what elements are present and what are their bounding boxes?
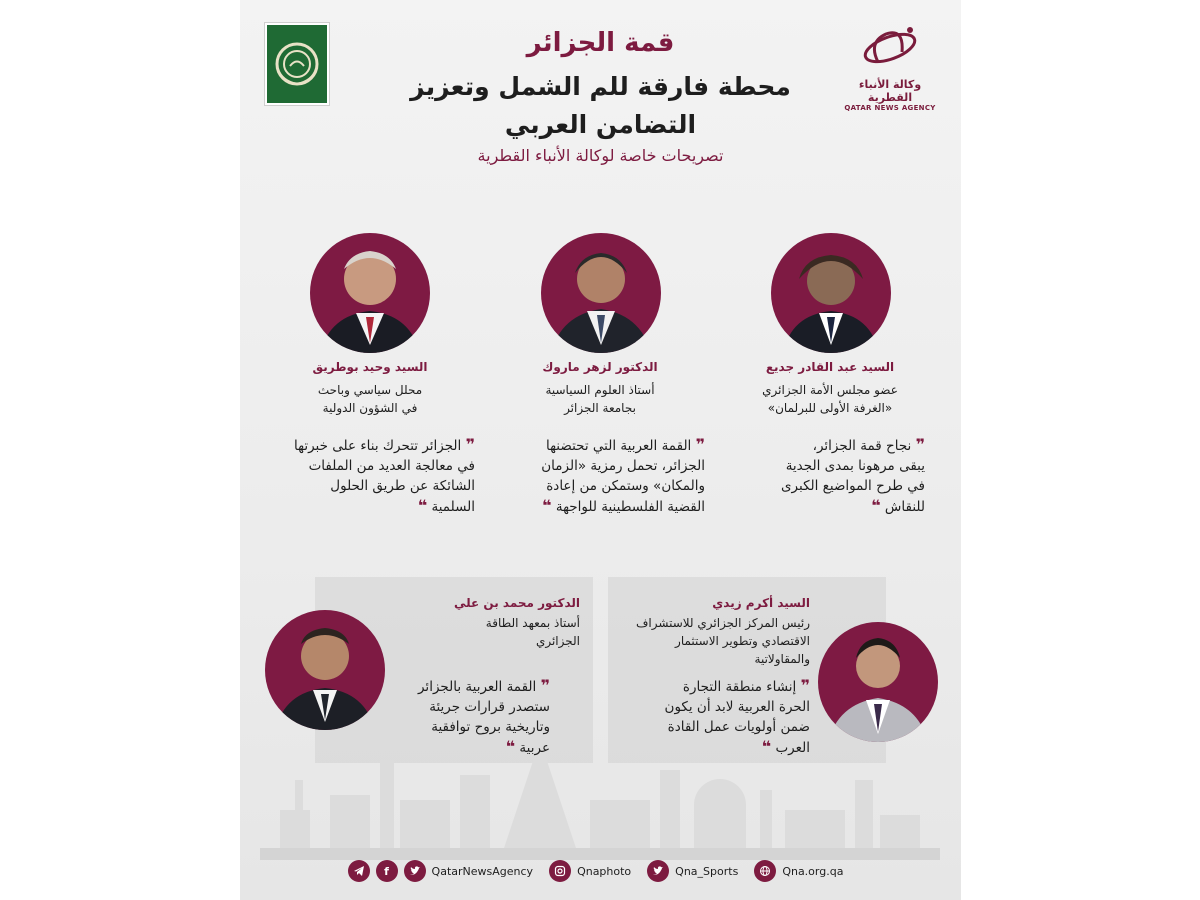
photo-social-handle[interactable]: Qnaphoto	[577, 864, 632, 878]
sports-social-handle[interactable]: Qna_Sports	[675, 864, 739, 878]
person-2-quote-line-3: والمكان» وستمكن من إعادة	[546, 478, 705, 494]
person-2-role-line-1: أستاذ العلوم السياسية	[545, 383, 655, 397]
twitter-icon[interactable]	[404, 860, 426, 882]
agency-name-arabic: وكالة الأنباء القطرية	[858, 78, 922, 104]
person-5-name: الدكتور محمد بن علي	[454, 596, 580, 610]
person-5-quote-line-2: ستصدر قرارات جريئة	[429, 699, 550, 715]
website-link[interactable]: Qna.org.qa	[782, 864, 844, 878]
subtitle-line-1: محطة فارقة للم الشمل وتعزيز	[410, 72, 791, 101]
person-5-quote	[380, 676, 550, 758]
person-3-role-line-2: في الشؤون الدولية	[322, 401, 418, 415]
person-1-quote	[735, 435, 925, 517]
person-5-role	[390, 614, 580, 650]
close-quote-icon: ❝	[761, 737, 772, 756]
person-4-quote-line-1: ❞ إنشاء منطقة التجارة	[682, 676, 810, 695]
page-title: قمة الجزائر	[526, 28, 675, 58]
portrait-person-4	[818, 622, 938, 742]
person-1-quote-line-1: ❞ نجاح قمة الجزائر،	[812, 435, 925, 454]
person-4-role	[610, 614, 810, 668]
person-5-quote-line-4: عربية ❝	[505, 737, 550, 756]
person-silhouette-icon	[265, 610, 385, 730]
person-3-name: السيد وحيد بوطريق	[312, 360, 428, 374]
person-4-quote-line-4: العرب ❝	[761, 737, 810, 756]
portrait-person-5	[265, 610, 385, 730]
open-quote-icon: ❞	[800, 676, 810, 695]
telegram-icon[interactable]	[348, 860, 370, 882]
person-2-quote	[485, 435, 705, 517]
person-3-role-line-1: محلل سياسي وباحث	[317, 383, 423, 397]
person-2-role	[500, 381, 700, 417]
open-quote-icon: ❞	[540, 676, 550, 695]
person-1-name: السيد عبد القادر جديع	[765, 360, 895, 374]
person-1-quote-line-3: في طرح المواضيع الكبرى	[780, 478, 925, 494]
open-quote-icon: ❞	[465, 435, 475, 454]
person-silhouette-icon	[818, 622, 938, 742]
person-2-quote-line-1: ❞ القمة العربية التي تحتضنها	[545, 435, 705, 454]
social-footer	[240, 856, 961, 886]
person-1-quote-line-2: يبقى مرهونا بمدى الجدية	[785, 458, 925, 474]
close-quote-icon: ❝	[417, 496, 428, 515]
person-4-quote-line-2: الحرة العربية لابد أن يكون	[664, 699, 810, 715]
person-2-quote-line-4: القضية الفلسطينية للواجهة ❝	[542, 496, 705, 515]
person-5-quote-line-3: وتاريخية بروح توافقية	[431, 719, 550, 735]
person-3-quote-line-1: ❞ الجزائر تتحرك بناء على خبرتها	[294, 435, 475, 454]
person-5-quote-line-1: ❞ القمة العربية بالجزائر	[417, 676, 550, 695]
portrait-person-3	[310, 233, 430, 353]
facebook-icon[interactable]: f	[376, 860, 398, 882]
person-4-quote-line-3: ضمن أولويات عمل القادة	[667, 719, 810, 735]
page-subtitle	[390, 68, 811, 144]
person-5-role-line-1: أستاذ بمعهد الطاقة	[485, 616, 580, 630]
person-1-role-line-1: عضو مجلس الأمة الجزائري	[762, 383, 898, 397]
tagline: تصريحات خاصة لوكالة الأنباء القطرية	[477, 146, 724, 165]
person-silhouette-icon	[771, 233, 891, 353]
portrait-person-1	[771, 233, 891, 353]
person-2-quote-line-2: الجزائر، تحمل رمزية «الزمان	[541, 458, 705, 474]
person-silhouette-icon	[541, 233, 661, 353]
open-quote-icon: ❞	[695, 435, 705, 454]
person-4-name: السيد أكرم زيدي	[712, 596, 810, 610]
open-quote-icon: ❞	[915, 435, 925, 454]
person-4-role-line-2: الاقتصادي وتطوير الاستثمار	[675, 634, 810, 648]
main-social-handle[interactable]: QatarNewsAgency	[431, 864, 534, 878]
subtitle-line-2: التضامن العربي	[504, 110, 697, 139]
person-1-role-line-2: «الغرفة الأولى للبرلمان»	[767, 401, 893, 415]
person-3-quote-line-3: الشائكة عن طريق الحلول	[330, 478, 475, 494]
close-quote-icon: ❝	[505, 737, 516, 756]
person-4-quote	[615, 676, 810, 758]
person-silhouette-icon	[310, 233, 430, 353]
infographic-poster	[240, 0, 961, 900]
person-3-quote	[255, 435, 475, 517]
agency-name-english: QATAR NEWS AGENCY	[844, 104, 936, 112]
person-2-name: الدكتور لزهر ماروك	[542, 360, 658, 374]
close-quote-icon: ❝	[871, 496, 881, 515]
portrait-person-2	[541, 233, 661, 353]
person-4-role-line-3: والمقاولاتية	[754, 652, 810, 666]
person-5-role-line-2: الجزائري	[535, 634, 580, 648]
person-3-role	[270, 381, 470, 417]
person-2-role-line-2: بجامعة الجزائر	[564, 401, 636, 415]
person-4-role-line-1: رئيس المركز الجزائري للاستشراف	[635, 616, 810, 630]
person-1-role	[730, 381, 930, 417]
person-1-quote-line-4: للنقاش ❝	[871, 496, 925, 515]
close-quote-icon: ❝	[542, 496, 552, 515]
twitter-sports-icon[interactable]	[647, 860, 669, 882]
person-3-quote-line-2: في معالجة العديد من الملفات	[308, 458, 475, 474]
instagram-icon[interactable]	[549, 860, 571, 882]
globe-icon[interactable]	[754, 860, 776, 882]
person-3-quote-line-4: السلمية ❝	[417, 496, 475, 515]
